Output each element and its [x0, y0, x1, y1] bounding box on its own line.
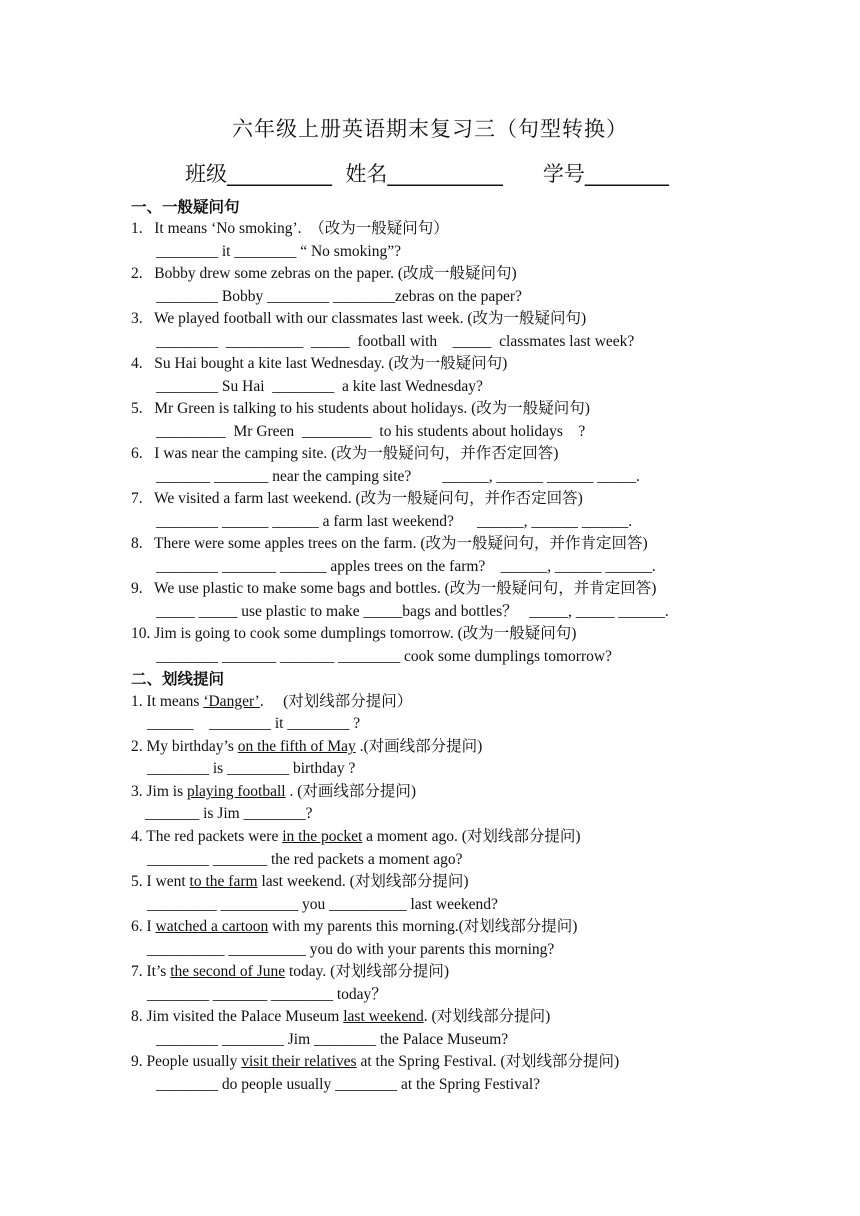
underlined-part: on the fifth of May: [237, 738, 356, 755]
question-line: 8. Jim visited the Palace Museum last weekend. (对划线部分提问): [131, 1008, 551, 1025]
question-line: 5. Mr Green is talking to his students about holidays. (改为一般疑问句): [131, 400, 590, 417]
question-line: 1. It means ‘No smoking’. （改为一般疑问句）: [131, 220, 449, 237]
answer-line: _______ is Jim ________?: [145, 805, 313, 822]
underlined-part: ‘Danger’: [203, 693, 260, 710]
question-line: 6. I was near the camping site. (改为一般疑问句，并作否定回答): [131, 445, 559, 462]
underlined-part: playing football: [186, 783, 286, 800]
question-line: 1. It means ‘Danger’. (对划线部分提问）: [131, 693, 413, 710]
question-line: 9. We use plastic to make some bags and bottles. (改为一般疑问句，并肯定回答): [131, 580, 657, 597]
answer-line: ________ __________ _____ football with _____ classmates last week?: [156, 333, 635, 350]
section1-heading: 一、一般疑问句: [131, 198, 240, 216]
answer-line: ________ _______ ________ today？: [147, 986, 387, 1003]
answer-line: _____ _____ use plastic to make _____bags and bottles？ _____, _____ ______.: [156, 603, 669, 620]
answer-line: ________ _______ the red packets a moment ago?: [147, 851, 463, 868]
question-line: 5. I went to the farm last weekend. (对划线部分提问): [131, 873, 469, 890]
question-line: 4. The red packets were in the pocket a moment ago. (对划线部分提问): [131, 828, 581, 845]
question-line: 4. Su Hai bought a kite last Wednesday. (改为一般疑问句): [131, 355, 508, 372]
answer-line: ________ ________ Jim ________ the Palace Museum?: [156, 1031, 509, 1048]
answer-line: ________ Su Hai ________ a kite last Wednesday?: [156, 378, 483, 395]
student-info: 班级__________ 姓名___________ 学号________: [185, 162, 669, 186]
underlined-part: visit their relatives: [241, 1053, 357, 1070]
question-line: 10. Jim is going to cook some dumplings tomorrow. (改为一般疑问句): [131, 625, 577, 642]
question-line: 6. I watched a cartoon with my parents this morning.(对划线部分提问): [131, 918, 578, 935]
question-line: 9. People usually visit their relatives at the Spring Festival. (对划线部分提问): [131, 1053, 620, 1070]
answer-line: ________ is ________ birthday ?: [147, 760, 356, 777]
answer-line: ______ ________ it ________ ?: [147, 715, 361, 732]
answer-line: _______ _______ near the camping site? ______, ______ ______ _____.: [156, 468, 640, 485]
question-line: 7. It’s the second of June today. (对划线部分提问): [131, 963, 450, 980]
underlined-part: watched a cartoon: [155, 918, 269, 935]
underlined-part: last weekend: [343, 1008, 424, 1025]
answer-line: ________ _______ _______ ________ cook some dumplings tomorrow?: [156, 648, 612, 665]
answer-line: ________ Bobby ________ ________zebras on the paper?: [156, 288, 522, 305]
answer-line: ________ do people usually ________ at the Spring Festival?: [156, 1076, 541, 1093]
question-line: 8. There were some apples trees on the farm. (改为一般疑问句，并作肯定回答): [131, 535, 648, 552]
page-title: 六年级上册英语期末复习三（句型转换）: [232, 117, 628, 141]
question-line: 7. We visited a farm last weekend. (改为一般疑问句，并作否定回答): [131, 490, 583, 507]
answer-line: _________ Mr Green _________ to his students about holidays ?: [156, 423, 586, 440]
underlined-part: in the pocket: [282, 828, 363, 845]
question-line: 2. Bobby drew some zebras on the paper. (改成一般疑问句): [131, 265, 517, 282]
answer-line: ________ _______ ______ apples trees on the farm? ______, ______ ______.: [156, 558, 656, 575]
answer-line: _________ __________ you __________ last weekend?: [147, 896, 498, 913]
answer-line: ________ ______ ______ a farm last weekend? ______, ______ ______.: [156, 513, 633, 530]
answer-line: ________ it ________ “ No smoking”?: [156, 243, 401, 260]
section2-heading: 二、划线提问: [131, 670, 225, 688]
question-line: 2. My birthday’s on the fifth of May .(对画线部分提问): [131, 738, 483, 755]
question-line: 3. Jim is playing football . (对画线部分提问): [131, 783, 417, 800]
answer-line: __________ __________ you do with your parents this morning?: [147, 941, 555, 958]
underlined-part: the second of June: [170, 963, 286, 980]
underlined-part: to the farm: [189, 873, 258, 890]
question-line: 3. We played football with our classmates last week. (改为一般疑问句): [131, 310, 587, 327]
